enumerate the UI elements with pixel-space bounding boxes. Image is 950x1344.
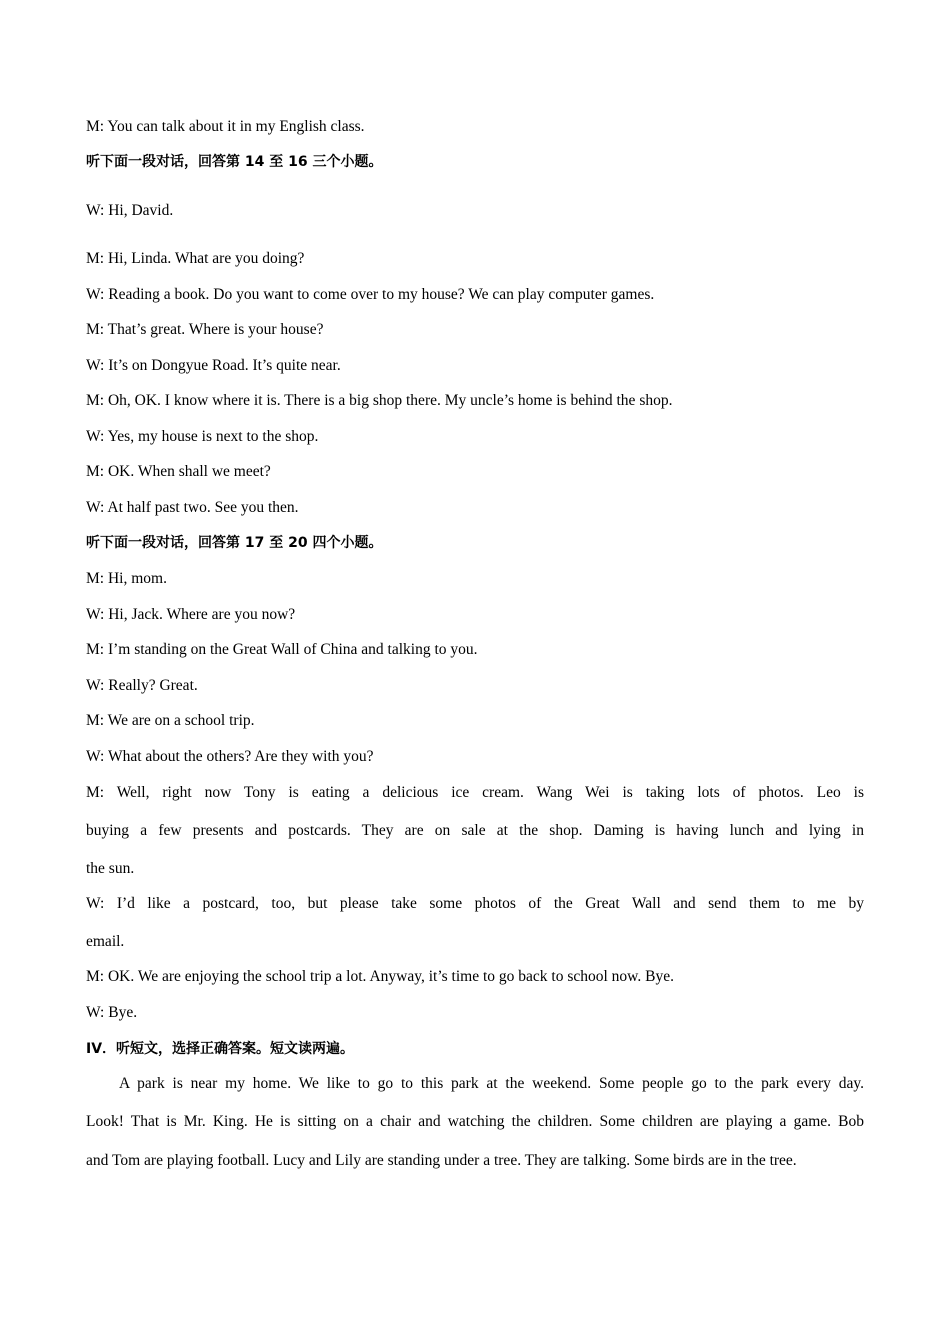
dialogue-line: W: Bye. xyxy=(86,1004,138,1021)
dialogue-line: W: What about the others? Are they with you? xyxy=(86,748,374,765)
dialogue-line: W: I’d like a postcard, too, but please take some photos of the Great Wall and send them to me by xyxy=(86,895,864,912)
dialogue-line: M: That’s great. Where is your house? xyxy=(86,321,324,338)
passage-line: and Tom are playing football. Lucy and Lily are standing under a tree. They are talking. Some birds are in the tree. xyxy=(86,1152,797,1169)
dialogue-line: W: Reading a book. Do you want to come over to my house? We can play computer games. xyxy=(86,286,655,303)
section-heading: 听下面一段对话，回答第 17 至 20 四个小题。 xyxy=(86,535,383,551)
dialogue-line: W: Hi, Jack. Where are you now? xyxy=(86,606,296,623)
dialogue-line: M: OK. We are enjoying the school trip a lot. Anyway, it’s time to go back to school now. Bye. xyxy=(86,968,674,985)
dialogue-line: W: Yes, my house is next to the shop. xyxy=(86,428,319,445)
passage-line: A park is near my home. We like to go to this park at the weekend. Some people go to the park every day. xyxy=(119,1075,864,1092)
dialogue-line: W: At half past two. See you then. xyxy=(86,499,299,516)
dialogue-line: M: We are on a school trip. xyxy=(86,712,255,729)
dialogue-line: M: Hi, Linda. What are you doing? xyxy=(86,250,305,267)
dialogue-line: M: Oh, OK. I know where it is. There is a big shop there. My uncle’s home is behind the shop. xyxy=(86,392,673,409)
dialogue-line: buying a few presents and postcards. They are on sale at the shop. Daming is having lunch and lying in xyxy=(86,822,864,839)
dialogue-line: M: OK. When shall we meet? xyxy=(86,463,271,480)
passage-line: Look! That is Mr. King. He is sitting on a chair and watching the children. Some children are playing a game. Bob xyxy=(86,1113,864,1130)
dialogue-line: M: You can talk about it in my English class. xyxy=(86,118,365,135)
section-heading: 听下面一段对话，回答第 14 至 16 三个小题。 xyxy=(86,154,383,170)
dialogue-line: M: I’m standing on the Great Wall of China and talking to you. xyxy=(86,641,478,658)
dialogue-line: M: Well, right now Tony is eating a delicious ice cream. Wang Wei is taking lots of photos. Leo is xyxy=(86,784,864,801)
dialogue-line: W: Really? Great. xyxy=(86,677,198,694)
dialogue-line: the sun. xyxy=(86,860,135,877)
section-heading: IV．听短文，选择正确答案。短文读两遍。 xyxy=(86,1041,355,1057)
dialogue-line: email. xyxy=(86,933,125,950)
dialogue-line: W: It’s on Dongyue Road. It’s quite near. xyxy=(86,357,341,374)
dialogue-line: W: Hi, David. xyxy=(86,202,174,219)
dialogue-line: M: Hi, mom. xyxy=(86,570,167,587)
